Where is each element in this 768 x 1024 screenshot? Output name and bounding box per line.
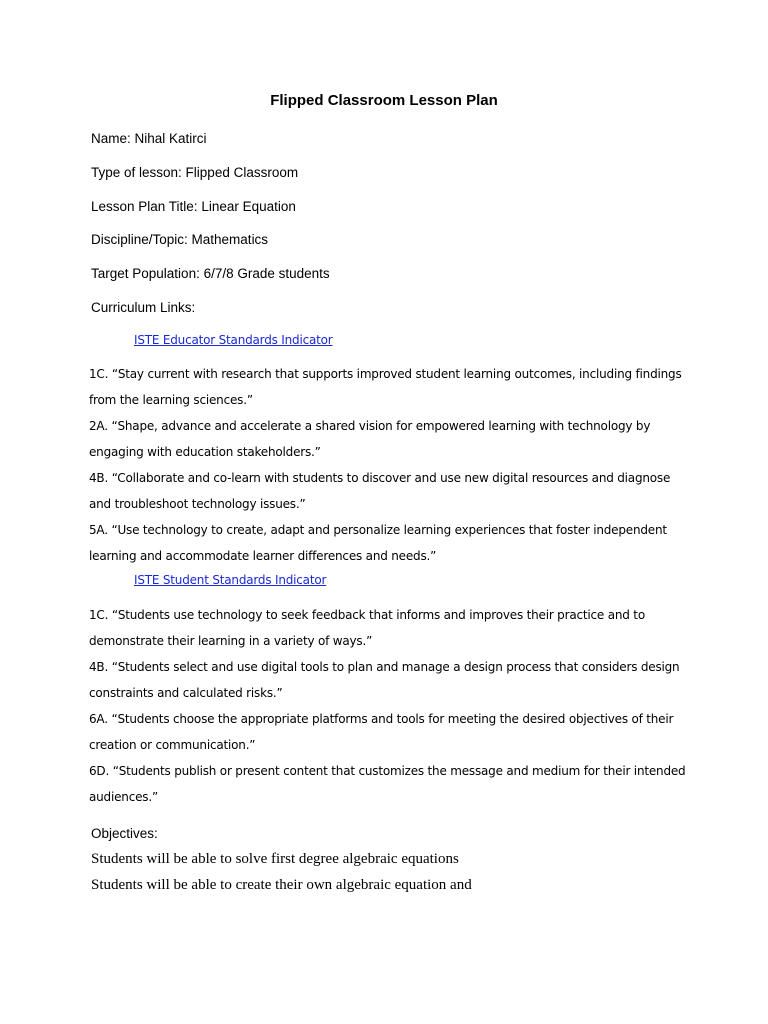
educator-standard-item: 4B. “Collaborate and co-learn with students to discover and use new digital resources and diagnose and troubleshoot technology issues.” bbox=[89, 471, 671, 511]
discipline-field: Discipline/Topic: Mathematics bbox=[91, 232, 269, 247]
objective-item: Students will be able to create their own algebraic equation and bbox=[91, 877, 472, 893]
educator-standard-item: 2A. “Shape, advance and accelerate a shared vision for empowered learning with technology by engaging with education stakeholders.” bbox=[89, 419, 651, 459]
lesson-title-field: Lesson Plan Title: Linear Equation bbox=[91, 199, 296, 214]
student-standard-item: 6D. “Students publish or present content that customizes the message and medium for their intended audiences.” bbox=[89, 764, 686, 804]
document-title: Flipped Classroom Lesson Plan bbox=[270, 92, 498, 109]
student-standard-item: 4B. “Students select and use digital tools to plan and manage a design process that considers design constraints and calculated risks.” bbox=[89, 660, 680, 700]
educator-standard-item: 5A. “Use technology to create, adapt and personalize learning experiences that foster independent learning and accommodate learner differences and needs.” bbox=[89, 523, 667, 563]
student-standards-link[interactable]: ISTE Student Standards Indicator bbox=[134, 573, 327, 587]
objective-item: Students will be able to solve first degree algebraic equations bbox=[91, 851, 459, 867]
student-standard-item: 1C. “Students use technology to seek feedback that informs and improves their practice and to demonstrate their learning in a variety of ways.” bbox=[89, 608, 645, 648]
curriculum-links-label: Curriculum Links: bbox=[91, 300, 196, 315]
population-field: Target Population: 6/7/8 Grade students bbox=[91, 266, 330, 281]
name-field: Name: Nihal Katirci bbox=[91, 131, 207, 146]
objectives-label: Objectives: bbox=[91, 826, 158, 841]
educator-standards-link[interactable]: ISTE Educator Standards Indicator bbox=[134, 333, 333, 347]
student-standard-item: 6A. “Students choose the appropriate platforms and tools for meeting the desired objectives of their creation or communication.” bbox=[89, 712, 674, 752]
lesson-type-field: Type of lesson: Flipped Classroom bbox=[91, 165, 299, 180]
educator-standard-item: 1C. “Stay current with research that supports improved student learning outcomes, including findings from the learning sciences.” bbox=[89, 367, 682, 407]
